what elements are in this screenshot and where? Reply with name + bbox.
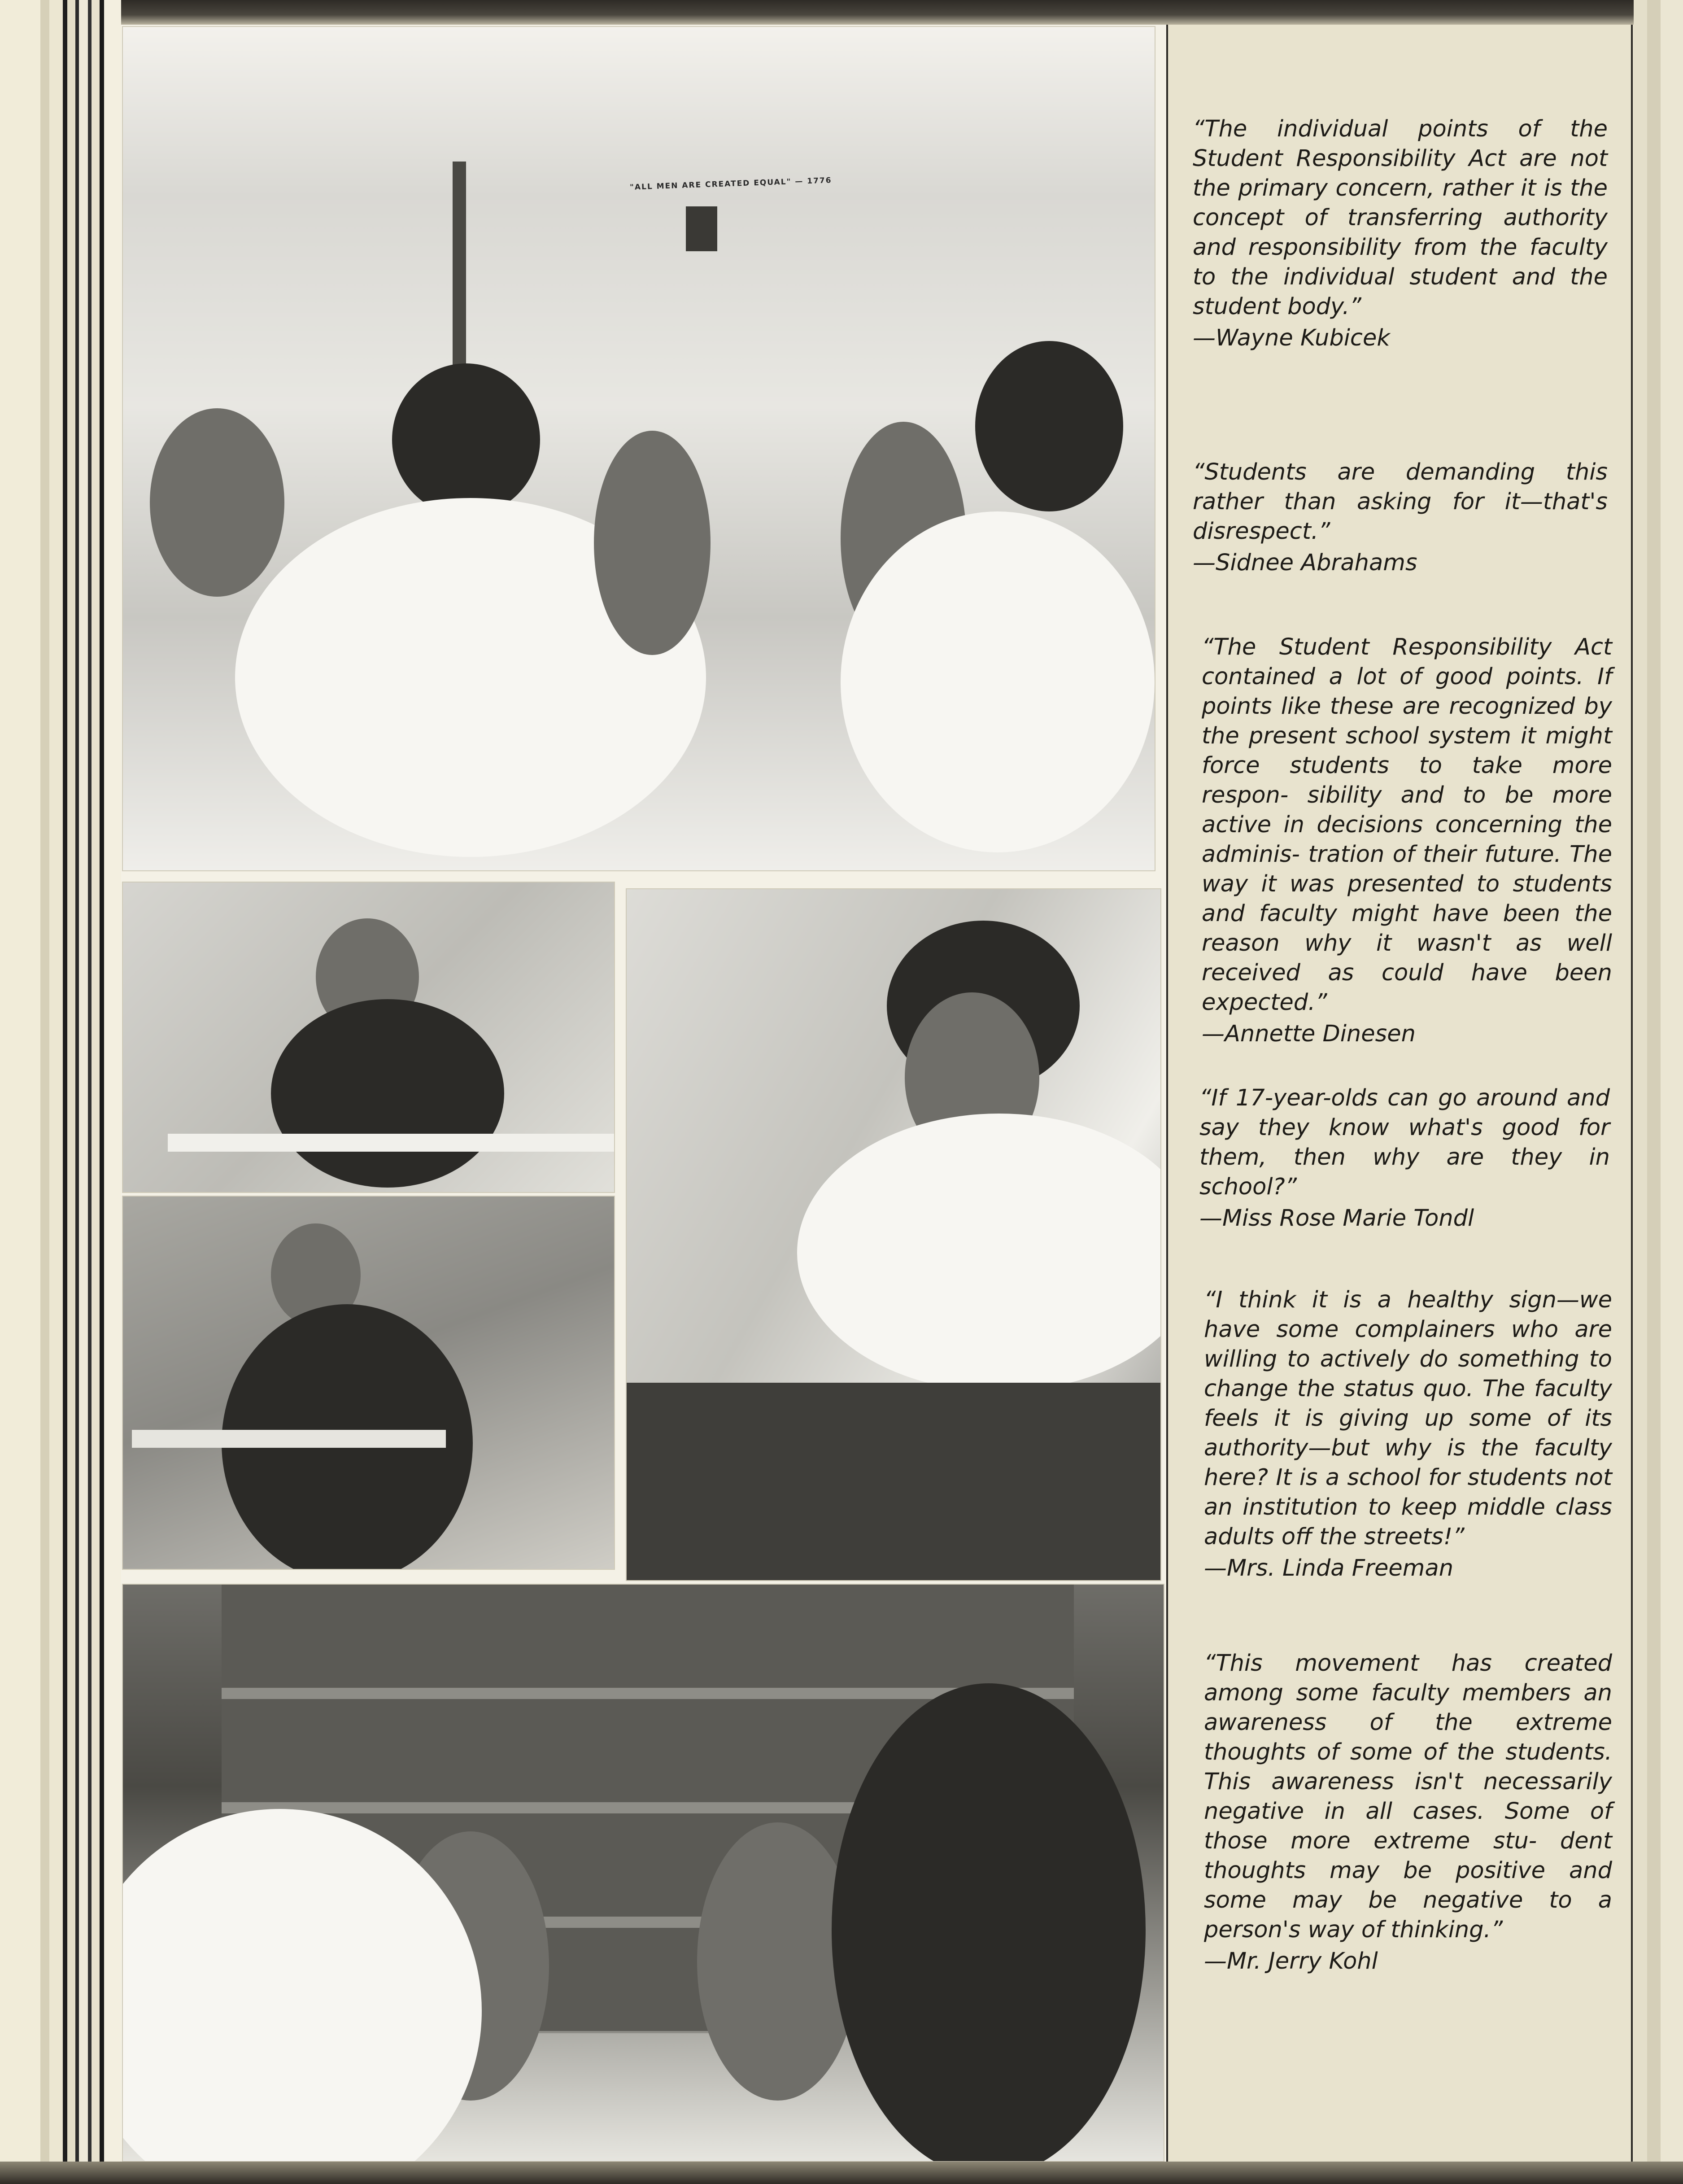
teacher-seated-photo — [122, 1196, 615, 1570]
portrait-frame — [686, 206, 717, 251]
wall-corner — [453, 162, 466, 377]
student-speaking-photo — [626, 888, 1161, 1581]
book-binding — [0, 0, 121, 2184]
quote-attribution: —Annette Dinesen — [1202, 1021, 1416, 1047]
desk-shape — [168, 1134, 615, 1152]
quotes-column — [1166, 25, 1633, 2165]
desk-shape — [132, 1430, 446, 1448]
quote-attribution: —Miss Rose Marie Tondl — [1199, 1205, 1474, 1232]
quote-attribution: —Sidnee Abrahams — [1193, 550, 1417, 576]
classroom-sign: "ALL MEN ARE CREATED EQUAL" — 1776 — [629, 176, 832, 192]
quote-text: “The Student Responsibility Act contained a lot of good points. If points like these are recognized by the present school system it might force students to take more respon- sibility and to be more active in decisions concerning the adminis- tration of their future. The way it was presented to students and faculty might have been the reason why it wasn't as well received as could have been expected.” — [1202, 634, 1612, 1016]
person-head-shape — [975, 341, 1123, 511]
quote-block — [1204, 1649, 1612, 1976]
person-shirt-shape — [841, 511, 1155, 852]
quote-block — [1202, 633, 1612, 1049]
quote-text: “I think it is a healthy sign—we have some complainers who are willing to actively do something to change the status quo. The faculty feels it is giving up some of its authority—but why is the faculty here? It is a school for students not an institution to keep middle class adults off the streets!” — [1204, 1287, 1612, 1550]
person-shape — [594, 431, 711, 655]
page-right-edge — [1634, 0, 1683, 2184]
table-shape — [627, 1383, 1160, 1580]
person-jacket-shape — [271, 999, 504, 1188]
person-shape — [150, 408, 284, 597]
page-bottom-edge — [0, 2162, 1683, 2184]
person-shirt-shape — [797, 1114, 1161, 1392]
quote-block — [1204, 1285, 1612, 1583]
faculty-discussion-photo — [122, 1584, 1164, 2162]
quote-attribution: —Wayne Kubicek — [1193, 325, 1390, 351]
teacher-with-glasses-photo — [122, 882, 615, 1193]
quote-block — [1199, 1083, 1610, 1233]
quote-text: “The individual points of the Student Responsibility Act are not the primary concern, rather it is the concept of transferring authority and responsibility from the faculty to the individual student and the student body.” — [1193, 116, 1608, 320]
classroom-discussion-photo — [122, 26, 1155, 871]
person-foreground-shape — [832, 1683, 1146, 2162]
quote-attribution: —Mr. Jerry Kohl — [1204, 1948, 1378, 1974]
quote-text: “If 17-year-olds can go around and say they know what's good for them, then why are they in school?” — [1199, 1085, 1610, 1200]
person-head-shape — [392, 363, 540, 516]
quote-block — [1193, 458, 1608, 578]
quote-text: “This movement has created among some faculty members an awareness of the extreme thoughts of some of the students. This awareness isn't necessarily negative in all cases. Some of those more extreme stu- dent thoughts may be positive and some may be negative to a person's way of thinking.” — [1204, 1650, 1612, 1943]
page-top-edge — [0, 0, 1683, 25]
quote-attribution: —Mrs. Linda Freeman — [1204, 1555, 1454, 1581]
quote-block — [1193, 114, 1608, 353]
quote-text: “Students are demanding this rather than asking for it—that's disrespect.” — [1193, 459, 1608, 545]
